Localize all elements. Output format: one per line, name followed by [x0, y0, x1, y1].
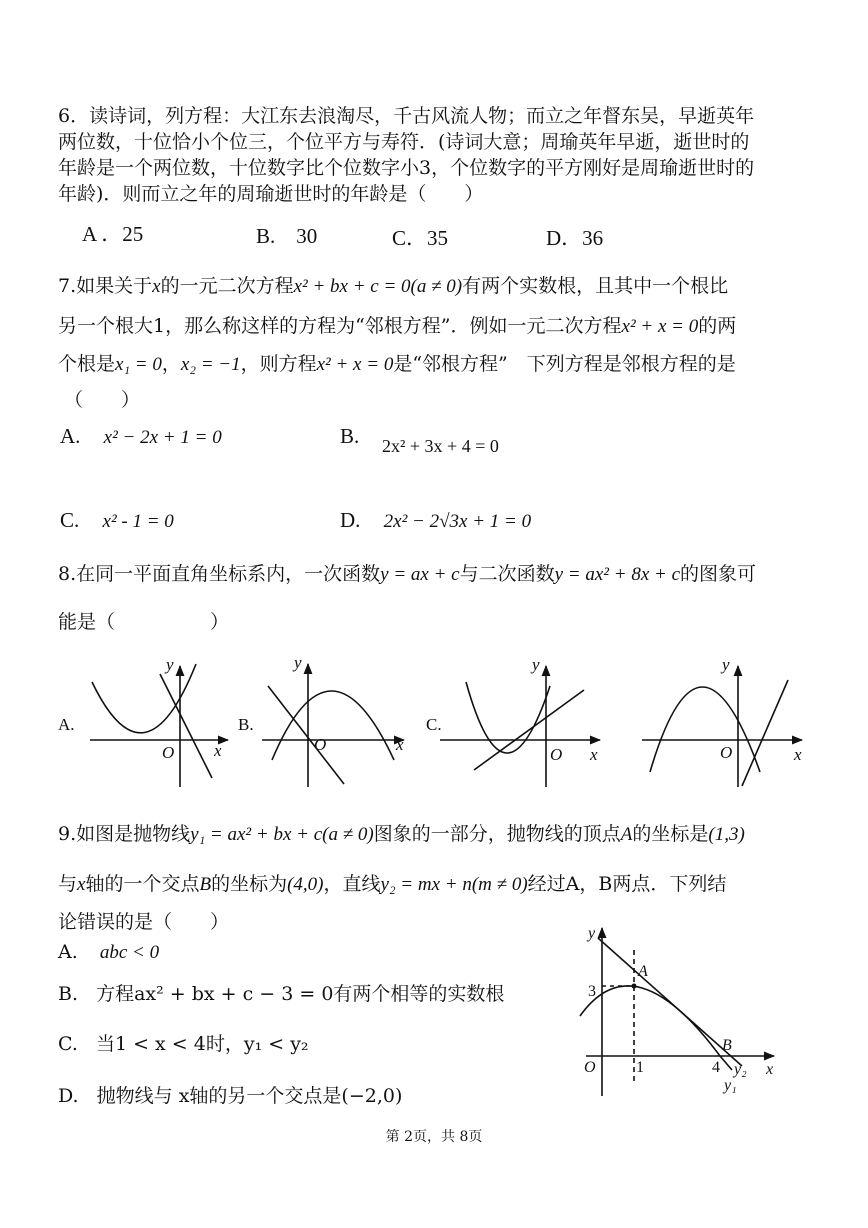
origin-label: O [314, 735, 327, 754]
q9-line-3: 论错误的是（ ） [58, 911, 230, 933]
q9-text: 经过 [527, 873, 566, 895]
graph-c-label: C. [426, 715, 442, 734]
option-label: B. [58, 983, 79, 1005]
q9-coord-b: (4,0) [287, 874, 324, 895]
q9-text: 9.如图是抛物线 [58, 823, 191, 845]
q7-blank: （ ） [64, 389, 141, 411]
axis-x-label: x [214, 741, 222, 760]
axis-x-label: x [794, 745, 802, 764]
option-label: C. [58, 1033, 78, 1055]
axis-x-label: x [396, 735, 404, 754]
graph-b-label: B. [238, 715, 254, 734]
option-label: A. [58, 941, 78, 963]
q7-text: 另一个根大1，那么称这样的方程为“邻根方程”．例如一元二次方程 [58, 315, 622, 337]
option-label: A. [60, 424, 81, 448]
option-equation: x² - 1 = 0 [102, 511, 174, 532]
q9-equation-y1: y₁ = ax² + bx + c(a ≠ 0) [190, 824, 374, 845]
q6-line-4: 年龄)．则而立之年的周瑜逝世时的年龄是（ ） [58, 183, 484, 205]
q6-line-3: 年龄是一个两位数，十位数字比个位数字小3，个位数字的平方刚好是周瑜逝世时的 [58, 157, 755, 179]
q9-figure [570, 920, 790, 1100]
q9-point-a-dot [632, 984, 637, 989]
q6-option-d[interactable]: D．36 [546, 226, 604, 250]
q7-equation-example: x² + x = 0 [621, 316, 699, 337]
q8-text: 与二次函数 [459, 563, 555, 585]
q9-line-1 [58, 822, 745, 847]
q9-y-label: y [588, 925, 596, 942]
option-text: abc < 0 [99, 942, 160, 963]
q9-point-a-label: A [638, 963, 648, 980]
option-label: D. [58, 1085, 79, 1107]
q9-point-b-label: B [722, 1037, 732, 1054]
q7-text: 7.如果关于 [58, 275, 153, 297]
q7-equation-main: x² + bx + c = 0(a ≠ 0) [293, 276, 463, 297]
q7-text: 个根是 [58, 353, 116, 375]
graph-c[interactable] [440, 666, 600, 787]
q6-line-1: 6．读诗词，列方程：大江东去浪淘尽，千古风流人物；而立之年督东吴，早逝英年 [58, 105, 755, 127]
q9-point-a: A [620, 824, 633, 845]
q7-text: 有两个实数根，且其中一个根比 [462, 275, 729, 297]
origin-label: O [162, 743, 175, 762]
q6-line-2: 两位数，十位恰小个位三，个位平方与寿符．(诗词大意；周瑜英年早逝，逝世时的 [58, 131, 750, 153]
q7-var-x: x [152, 276, 161, 297]
q7-text: 是“邻根方程” 下列方程是邻根方程的是 [393, 353, 736, 375]
option-equation: 2x² − 2√3x + 1 = 0 [383, 511, 532, 532]
q9-point-b: B [199, 874, 212, 895]
page-footer: 第 2页，共 8页 [385, 1129, 483, 1145]
origin-label: O [550, 745, 563, 764]
q7-line-1 [58, 274, 728, 299]
q8-equation-linear: y = ax + c [380, 564, 460, 585]
option-label: B. [340, 424, 360, 448]
q7-text: 的一元二次方程 [160, 275, 294, 297]
graph-a-label: A. [58, 715, 75, 734]
option-text: 当1 < x < 4时，y₁ < y₂ [95, 1033, 309, 1055]
option-label: C. [60, 508, 80, 532]
q9-var-x: x [77, 874, 86, 895]
q7-line-3: 个根是x₁ = 0，x₂ = −1，则方程x² + x = 0是“邻根方程” 下列方程是邻根方程的是 [58, 353, 736, 375]
origin-label: O [720, 743, 733, 762]
q6-option-b[interactable]: B. 30 [256, 224, 318, 248]
option-label: D. [340, 508, 361, 532]
q9-equation-y2: y₂ = mx + n(m ≠ 0) [380, 874, 528, 895]
q8-graphs [0, 652, 868, 792]
q7-option-c[interactable] [60, 508, 174, 533]
q9-tick-3: 3 [588, 983, 596, 1000]
axis-y-label: y [294, 653, 302, 672]
q9-line-2 [58, 872, 726, 897]
q9-text: 的坐标是 [632, 823, 709, 845]
q7-option-d[interactable] [340, 508, 531, 533]
q8-text: 8.在同一平面直角坐标系内，一次函数 [58, 563, 381, 585]
q9-option-a[interactable] [58, 940, 159, 965]
axis-y-label: y [166, 655, 174, 674]
q7-equation-example: x² + x = 0 [316, 354, 394, 375]
graph-d[interactable] [642, 666, 802, 787]
axis-y-label: y [532, 655, 540, 674]
q9-text: 图象的一部分，抛物线的顶点 [373, 823, 621, 845]
q9-line [598, 938, 742, 1066]
q9-origin-label: O [584, 1059, 596, 1076]
q9-y2-label: y₂ [734, 1061, 747, 1078]
graph-a[interactable] [90, 664, 228, 787]
q9-coord-a: (1,3) [708, 824, 745, 845]
option-equation: x² − 2x + 1 = 0 [103, 427, 222, 448]
q9-option-d[interactable] [58, 1084, 402, 1108]
q8-line-1 [58, 562, 756, 587]
q9-text: 的坐标为 [211, 873, 288, 895]
q7-option-b[interactable] [340, 424, 359, 449]
q9-text: 与 [58, 873, 78, 895]
q9-option-c[interactable] [58, 1032, 309, 1056]
q7-root-1: x₁ = 0 [115, 354, 162, 375]
q9-text: 轴的一个交点 [85, 873, 200, 895]
q9-text: A，B两点．下列结 [565, 873, 727, 895]
q9-x-label: x [766, 1061, 774, 1078]
axis-x-label: x [590, 745, 598, 764]
q8-equation-quadratic: y = ax² + 8x + c [554, 564, 681, 585]
q7-line-2 [58, 314, 736, 339]
q7-root-2: x₂ = −1 [180, 354, 241, 375]
option-text: 方程ax² + bx + c − 3 = 0有两个相等的实数根 [96, 983, 505, 1005]
q9-text: ，直线 [323, 873, 381, 895]
q8-line-2: 能是（ ） [58, 611, 230, 633]
q9-option-b[interactable] [58, 982, 504, 1006]
q7-text: 的两 [698, 315, 737, 337]
q7-option-b-equation: 2x² + 3x + 4 = 0 [382, 436, 499, 456]
q9-tick-1: 1 [636, 1059, 644, 1076]
axis-y-label: y [722, 655, 730, 674]
q9-y1-label: y₁ [724, 1077, 737, 1094]
q7-option-a[interactable] [60, 424, 222, 449]
q9-tick-4: 4 [712, 1059, 720, 1076]
option-text: 抛物线与 x轴的另一个交点是(−2,0) [96, 1085, 403, 1107]
q6-option-c[interactable]: C．35 [392, 226, 449, 250]
q8-text: 的图象可 [680, 563, 757, 585]
graph-b[interactable] [262, 664, 404, 787]
q6-option-a[interactable]: A ．25 [82, 222, 144, 246]
q7-text: ，则方程 [240, 353, 317, 375]
